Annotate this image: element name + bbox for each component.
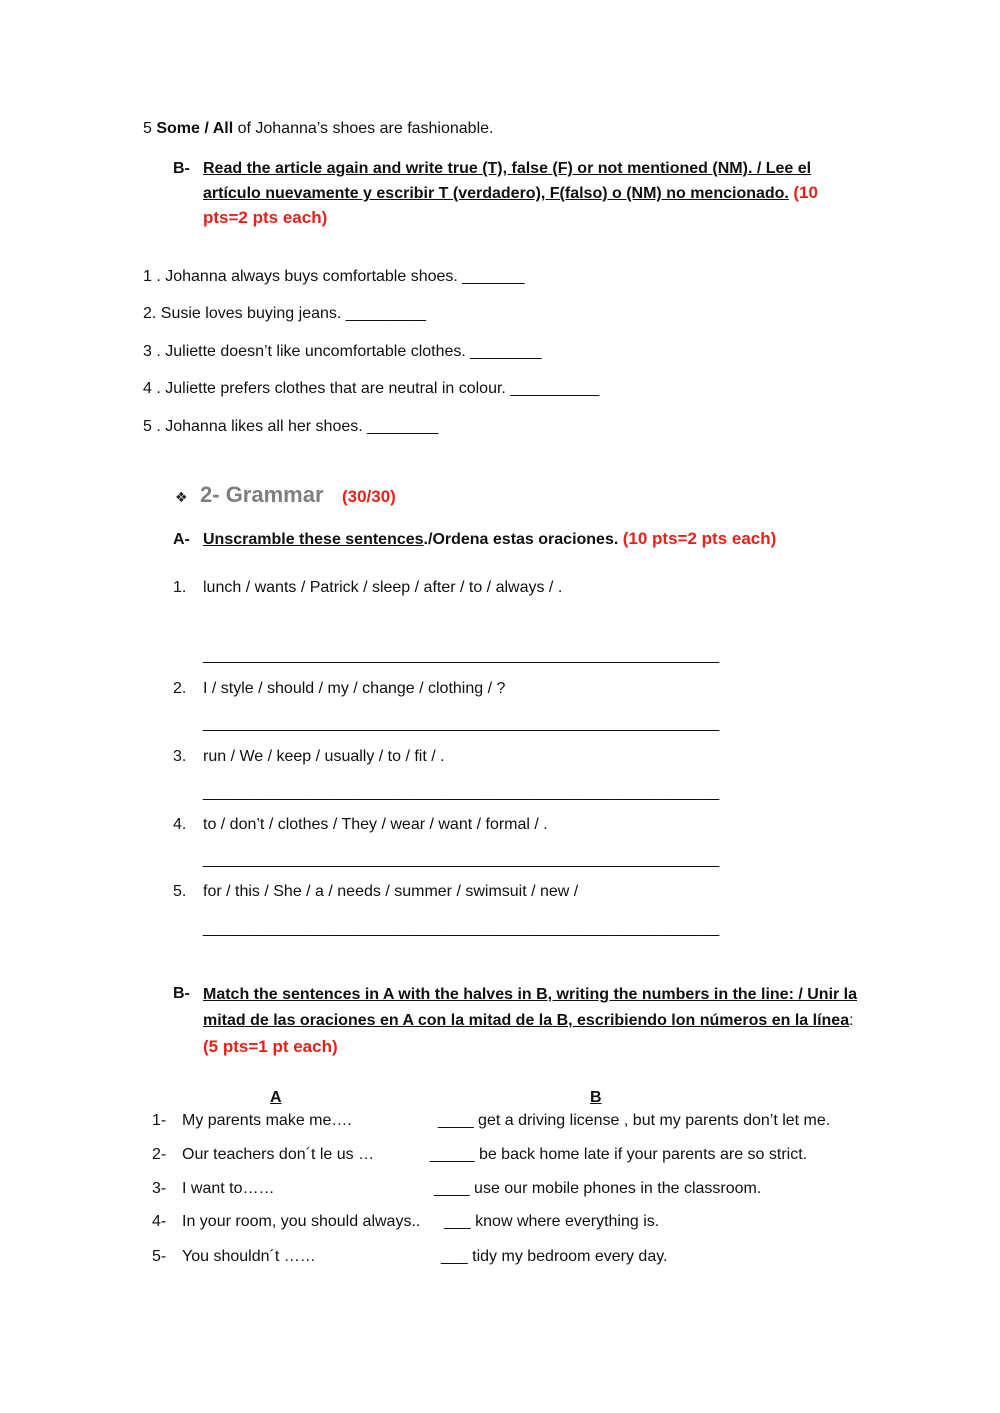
tf-item-2: 2. Susie loves buying jeans. _________: [143, 305, 426, 322]
section-b-instruction: [203, 157, 843, 231]
points-label: (10 pts=2 pts each): [203, 183, 818, 227]
instruction-text: Read the article again and write true (T), false (F) or not mentioned (NM). / Lee el artículo nuevamente y escribir T (verdadero), F(falso) o (NM) no mencionado.: [203, 160, 812, 202]
unscramble-text-5: for / this / She / a / needs / summer / swimsuit / new /: [203, 883, 579, 900]
grammar-points: (30/30): [341, 487, 396, 506]
answer-line-4[interactable]: __________________________________________________________: [203, 851, 720, 868]
tf-item-5: 5 . Johanna likes all her shoes. ________: [143, 418, 439, 435]
unscramble-num-2: 2.: [173, 680, 187, 697]
instruction-colon: :: [849, 1012, 854, 1029]
match-num-4: 4-: [152, 1213, 167, 1230]
section-a-instruction: [203, 529, 776, 549]
grammar-heading: [175, 482, 396, 508]
section-b2-label: B-: [173, 985, 190, 1002]
unscramble-text-1: lunch / wants / Patrick / sleep / after / to / always / .: [203, 579, 563, 596]
section-b-label: B-: [173, 160, 190, 177]
unscramble-text-3: run / We / keep / usually / to / fit / .: [203, 748, 445, 765]
answer-line-3[interactable]: __________________________________________________________: [203, 784, 720, 801]
match-b-2[interactable]: _____ be back home late if your parents are so strict.: [430, 1146, 808, 1163]
option-all: All: [212, 120, 234, 137]
tf-item-3: 3 . Juliette doesn’t like uncomfortable clothes. ________: [143, 343, 542, 360]
tf-item-1: 1 . Johanna always buys comfortable shoes. _______: [143, 268, 525, 285]
unscramble-num-1: 1.: [173, 579, 187, 596]
match-b-1[interactable]: ____ get a driving license , but my parents don’t let me.: [438, 1112, 831, 1129]
column-a-header: A: [270, 1089, 282, 1106]
match-a-3: I want to……: [182, 1180, 275, 1197]
match-a-2: Our teachers don´t le us …: [182, 1146, 375, 1163]
option-some: Some: [156, 120, 200, 137]
unscramble-num-4: 4.: [173, 816, 187, 833]
instruction-rest: ./Ordena estas oraciones.: [423, 531, 619, 548]
match-num-3: 3-: [152, 1180, 167, 1197]
answer-line-1[interactable]: __________________________________________________________: [203, 647, 720, 664]
diamond-bullet-icon: ❖: [175, 489, 188, 505]
tf-item-4: 4 . Juliette prefers clothes that are neutral in colour. __________: [143, 380, 600, 397]
question-rest: of Johanna’s shoes are fashionable.: [233, 120, 494, 137]
match-b-5[interactable]: ___ tidy my bedroom every day.: [441, 1248, 668, 1265]
section-b2-instruction: [203, 982, 863, 1061]
match-num-5: 5-: [152, 1248, 167, 1265]
answer-line-2[interactable]: __________________________________________________________: [203, 715, 720, 732]
answer-line-5[interactable]: __________________________________________________________: [203, 920, 720, 937]
match-num-1: 1-: [152, 1112, 167, 1129]
section-a-label: A-: [173, 531, 190, 548]
points-label: (10 pts=2 pts each): [622, 529, 777, 548]
unscramble-text-2: I / style / should / my / change / clothing / ?: [203, 680, 506, 697]
match-a-1: My parents make me….: [182, 1112, 352, 1129]
match-a-5: You shouldn´t ……: [182, 1248, 316, 1265]
match-b-3[interactable]: ____ use our mobile phones in the classroom.: [434, 1180, 762, 1197]
unscramble-text-4: to / don’t / clothes / They / wear / want / formal / .: [203, 816, 548, 833]
grammar-title: 2- Grammar: [200, 482, 324, 507]
match-a-4: In your room, you should always..: [182, 1213, 421, 1230]
instruction-underlined: Unscramble these sentences: [203, 531, 424, 548]
question-number: 5: [143, 120, 152, 137]
unscramble-num-3: 3.: [173, 748, 187, 765]
question-5-some-all: [143, 120, 493, 138]
points-label: (5 pts=1 pt each): [203, 1037, 338, 1056]
instruction-underlined: Match the sentences in A with the halves in B, writing the numbers in the line: / Unir la mitad de las oraciones en A con la mitad de la B, escribiendo lon números en la línea: [203, 986, 858, 1029]
column-b-header: B: [590, 1089, 602, 1106]
option-separator: /: [199, 120, 213, 137]
match-num-2: 2-: [152, 1146, 167, 1163]
unscramble-num-5: 5.: [173, 883, 187, 900]
match-b-4[interactable]: ___ know where everything is.: [444, 1213, 660, 1230]
